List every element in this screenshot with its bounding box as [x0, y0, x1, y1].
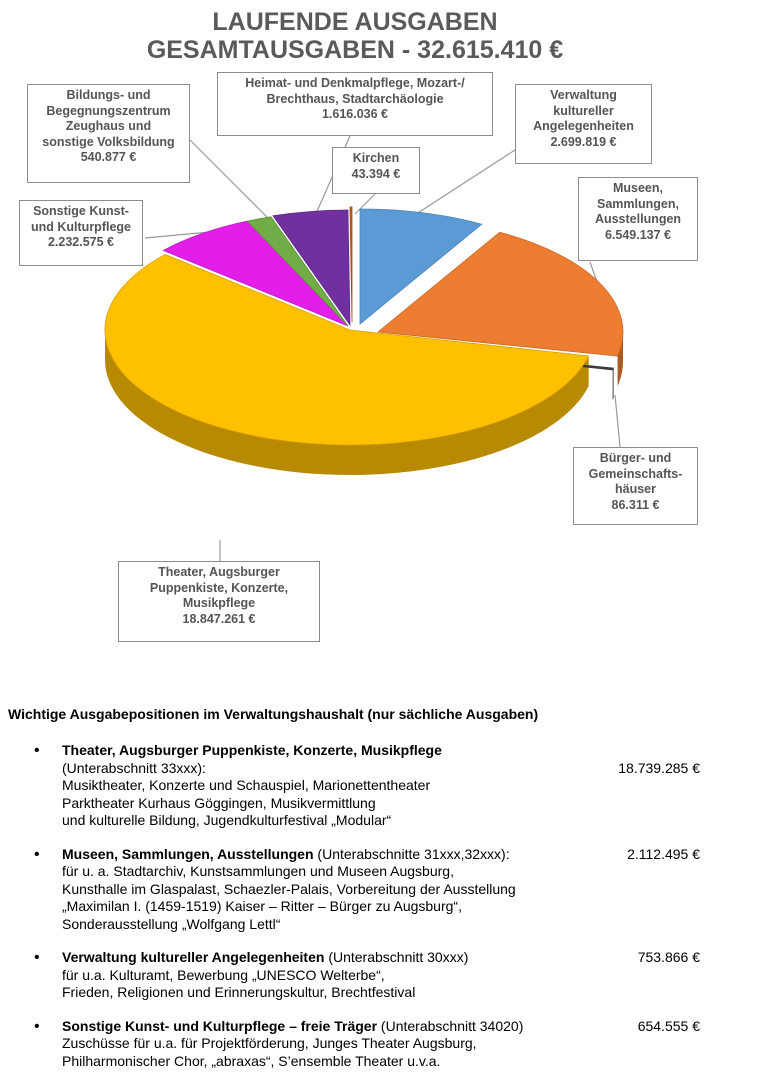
- position-title-suffix: (Unterabschnitt 30xxx): [324, 949, 469, 965]
- position-amount: 18.739.285 €: [618, 759, 700, 776]
- callout-line: Bildungs- und: [66, 88, 151, 102]
- callout-verwaltung: [515, 84, 652, 164]
- position-title: Theater, Augsburger Puppenkiste, Konzerte, Musikpflege: [62, 742, 442, 758]
- position-detail: und kulturelle Bildung, Jugendkulturfestival „Modular“: [62, 812, 392, 828]
- position-title: Sonstige Kunst- und Kulturpflege – freie Träger: [62, 1017, 378, 1034]
- callout-value: 1.616.036 €: [321, 107, 389, 121]
- position-detail: Frieden, Religionen und Erinnerungskultur, Brechtfestival: [62, 984, 416, 1000]
- leader-line: [410, 150, 515, 218]
- position-item: [0, 742, 702, 830]
- bullet: •: [34, 949, 40, 966]
- position-title: Verwaltung kultureller Angelegenheiten: [62, 949, 325, 965]
- callout-line: Puppenkiste, Konzerte,: [149, 580, 289, 595]
- position-amount: 654.555 €: [637, 1017, 700, 1034]
- callout-line: Zeughaus und: [65, 119, 152, 133]
- callout-line: Angelegenheiten: [533, 119, 634, 133]
- position-detail: für u.a. Kulturamt, Bewerbung „UNESCO Welterbe“,: [62, 966, 385, 983]
- bullet: •: [34, 845, 40, 863]
- callout-line: sonstige Volksbildung: [42, 134, 175, 149]
- position-title: Museen, Sammlungen, Ausstellungen: [62, 845, 314, 862]
- callout-line: häuser: [615, 482, 656, 496]
- position-detail: Zuschüsse für u.a. für Projektförderung, Junges Theater Augsburg,: [62, 1035, 477, 1051]
- callout-value: 18.847.261 €: [182, 611, 256, 626]
- callout-line: Begegnungszentrum: [46, 103, 171, 118]
- callout-theater: [118, 561, 320, 642]
- callout-value: 6.549.137 €: [604, 227, 672, 242]
- callout-line: Musikpflege: [182, 596, 256, 610]
- callout-buerger: [573, 447, 698, 525]
- callout-value: 43.394 €: [351, 166, 401, 181]
- chart-title-line-1: LAUFENDE AUSGABEN: [212, 8, 498, 36]
- callout-zeughaus: [27, 84, 190, 183]
- callout-line: Theater, Augsburger: [158, 565, 280, 579]
- callout-value: 540.877 €: [80, 150, 137, 164]
- position-amount: 2.112.495 €: [627, 845, 700, 862]
- pie-slice: [350, 207, 352, 322]
- callout-value: 86.311 €: [611, 497, 660, 512]
- position-item: [0, 949, 702, 1002]
- position-item: [0, 846, 702, 934]
- callout-sonstige: [19, 200, 143, 266]
- position-detail: (Unterabschnitt 33xxx):: [62, 759, 206, 776]
- callout-line: und Kulturpflege: [31, 219, 131, 234]
- position-title-suffix: (Unterabschnitte 31xxx,32xxx):: [313, 845, 510, 862]
- positions-list: [0, 742, 765, 1086]
- pie-slice-side: [613, 368, 614, 400]
- callout-kirchen: [332, 147, 420, 194]
- bullet: •: [34, 742, 40, 759]
- callout-line: Sonstige Kunst-: [33, 204, 129, 218]
- callout-line: Gemeinschafts-: [588, 466, 683, 481]
- callout-line: Museen,: [612, 181, 663, 195]
- position-detail: Philharmonischer Chor, „abraxas“, S’ensemble Theater u.v.a.: [62, 1052, 441, 1069]
- position-amount: 753.866 €: [637, 949, 700, 965]
- bullet: •: [34, 1017, 40, 1035]
- position-title-suffix: (Unterabschnitt 34020): [377, 1017, 524, 1034]
- chart-title-line-2: GESAMTAUSGABEN - 32.615.410 €: [146, 36, 564, 64]
- callout-line: Sammlungen,: [597, 196, 679, 211]
- position-detail: Sonderausstellung „Wolfgang Lettl“: [62, 915, 281, 932]
- callout-value: 2.699.819 €: [550, 134, 617, 149]
- callout-line: kultureller: [553, 103, 614, 118]
- callout-museen: [578, 177, 698, 261]
- callout-line: Ausstellungen: [594, 212, 682, 226]
- leader-line: [615, 395, 620, 447]
- position-detail: Kunsthalle im Glaspalast, Schaezler-Palais, Vorbereitung der Ausstellung: [62, 880, 516, 897]
- section-heading: Wichtige Ausgabepositionen im Verwaltungshaushalt (nur sächliche Ausgaben): [8, 706, 539, 722]
- position-detail: für u. a. Stadtarchiv, Kunstsammlungen und Museen Augsburg,: [62, 863, 454, 879]
- callout-line: Kirchen: [352, 151, 400, 165]
- position-item: [0, 1018, 702, 1071]
- position-detail: „Maximilan I. (1459-1519) Kaiser – Ritter – Bürger zu Augsburg“,: [62, 898, 462, 914]
- callout-heimat: [217, 72, 493, 136]
- position-detail: Musiktheater, Konzerte und Schauspiel, Marionettentheater: [62, 777, 431, 793]
- chart-title: [147, 8, 563, 64]
- leader-line: [190, 140, 270, 220]
- position-detail: Parktheater Kurhaus Göggingen, Musikvermittlung: [62, 794, 376, 811]
- callout-line: Heimat- und Denkmalpflege, Mozart-/: [245, 76, 465, 90]
- callout-line: Verwaltung: [550, 88, 617, 102]
- callout-line: Bürger- und: [599, 451, 672, 465]
- callout-value: 2.232.575 €: [47, 235, 115, 249]
- callout-line: Brechthaus, Stadtarchäologie: [266, 91, 444, 106]
